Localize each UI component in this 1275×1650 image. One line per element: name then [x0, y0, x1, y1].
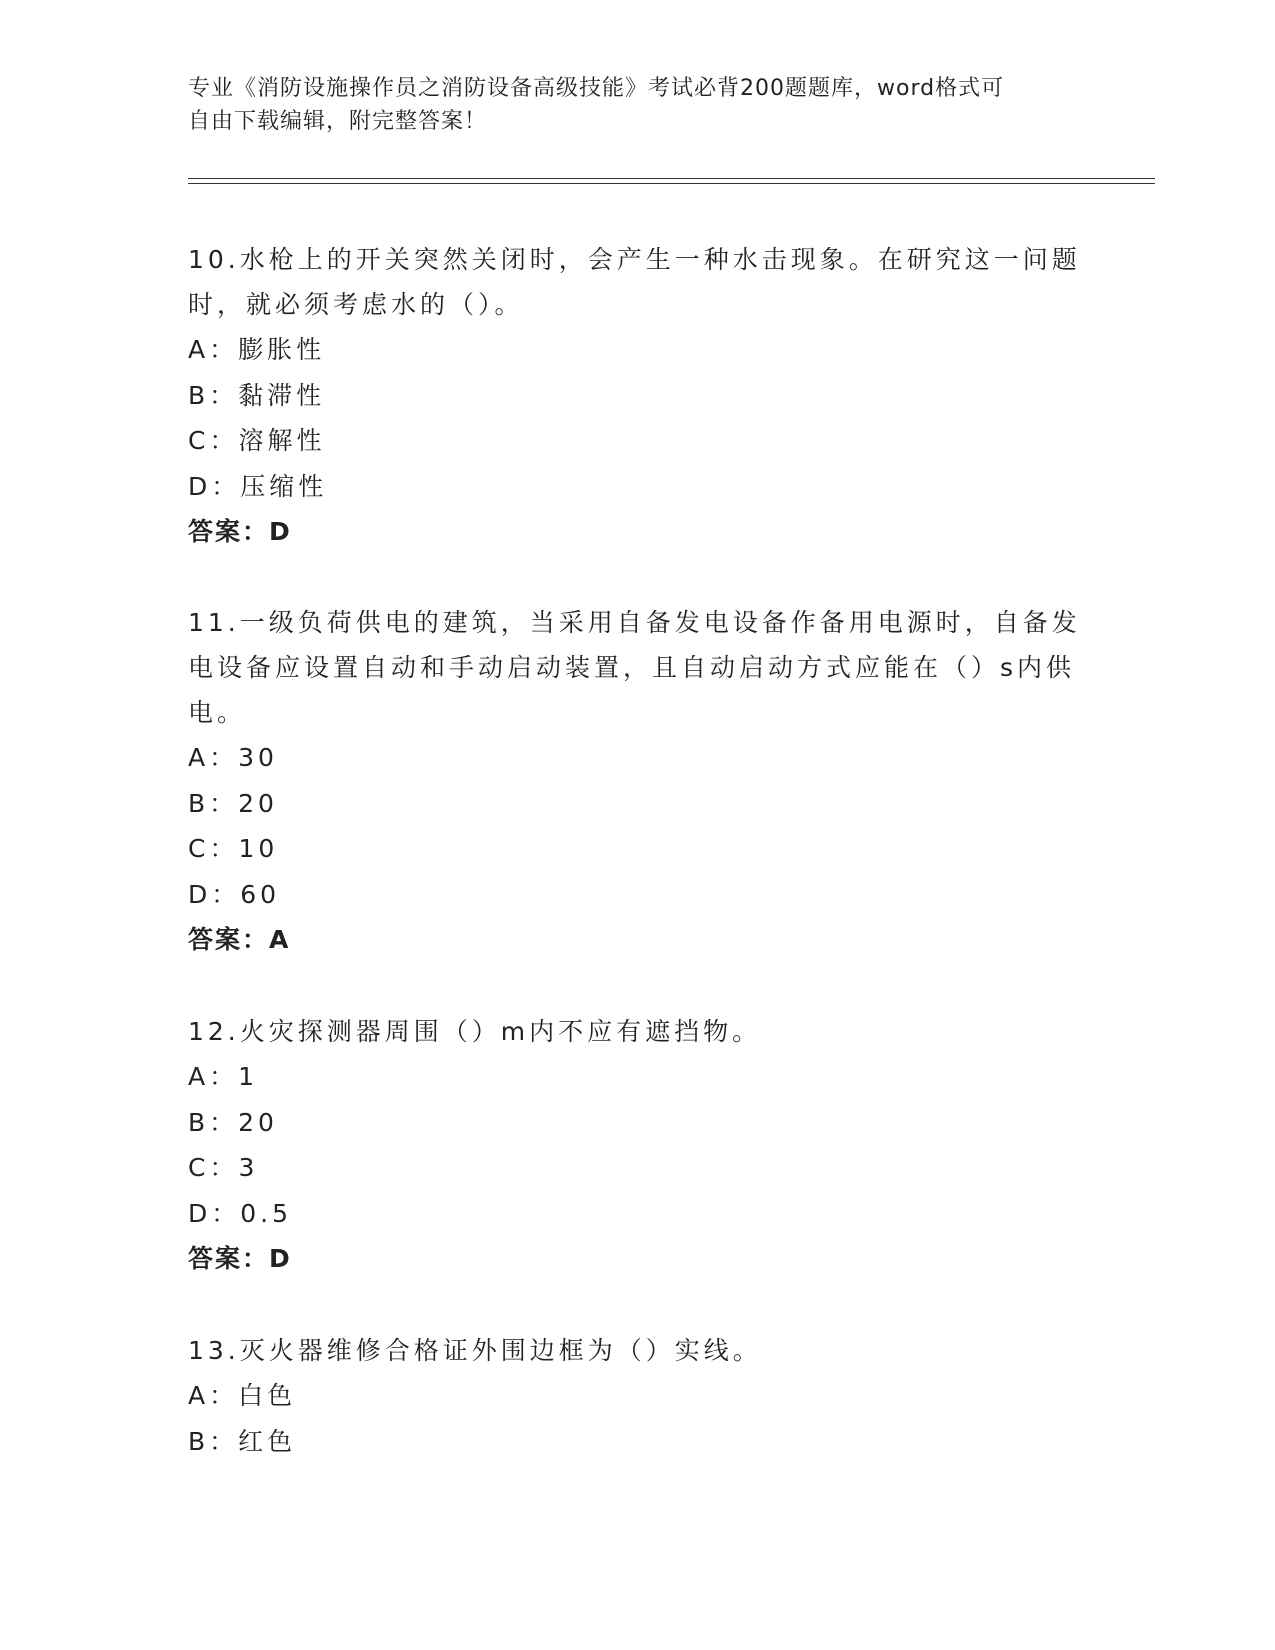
option-c: C：3 — [188, 1153, 259, 1182]
question-stem-line: 电。 — [188, 698, 247, 727]
option-b: B：20 — [188, 1107, 278, 1137]
option-a: A：白色 — [188, 1381, 297, 1410]
question-stem-line: 12.火灾探测器周围（）m内不应有遮挡物。 — [188, 1017, 762, 1046]
header-line-2: 自由下载编辑，附完整答案！ — [188, 109, 488, 134]
header-line-1: 专业《消防设施操作员之消防设备高级技能》考试必背200题题库，word格式可 — [188, 76, 1005, 101]
question-12 — [188, 1009, 1088, 1281]
option-c: C：10 — [188, 834, 279, 863]
option-b: B：黏滞性 — [188, 380, 326, 410]
question-stem-line: 11.一级负荷供电的建筑，当采用自备发电设备作备用电源时，自备发 — [188, 608, 1081, 637]
option-b: B：20 — [188, 788, 278, 818]
option-d: D：0.5 — [188, 1198, 293, 1228]
document-header — [188, 72, 1068, 138]
answer-line: 答案：A — [188, 925, 291, 954]
option-a: A：膨胀性 — [188, 335, 326, 364]
question-11 — [188, 600, 1088, 962]
question-13 — [188, 1328, 1088, 1464]
option-d: D：压缩性 — [188, 471, 328, 501]
option-a: A：30 — [188, 743, 278, 772]
question-stem-line: 电设备应设置自动和手动启动装置，且自动启动方式应能在（）s内供 — [188, 653, 1076, 682]
answer-line: 答案：D — [188, 517, 292, 546]
question-stem-line: 13.灭火器维修合格证外围边框为（）实线。 — [188, 1336, 762, 1365]
question-stem-line: 时，就必须考虑水的（）。 — [188, 290, 524, 319]
option-a: A：1 — [188, 1062, 259, 1091]
header-divider-bottom — [188, 183, 1155, 184]
option-c: C：溶解性 — [188, 426, 326, 455]
question-10 — [188, 237, 1088, 554]
question-stem-line: 10.水枪上的开关突然关闭时，会产生一种水击现象。在研究这一问题 — [188, 245, 1081, 274]
option-d: D：60 — [188, 879, 281, 909]
option-b: B：红色 — [188, 1426, 297, 1456]
answer-line: 答案：D — [188, 1244, 292, 1273]
header-divider-top — [188, 178, 1155, 179]
